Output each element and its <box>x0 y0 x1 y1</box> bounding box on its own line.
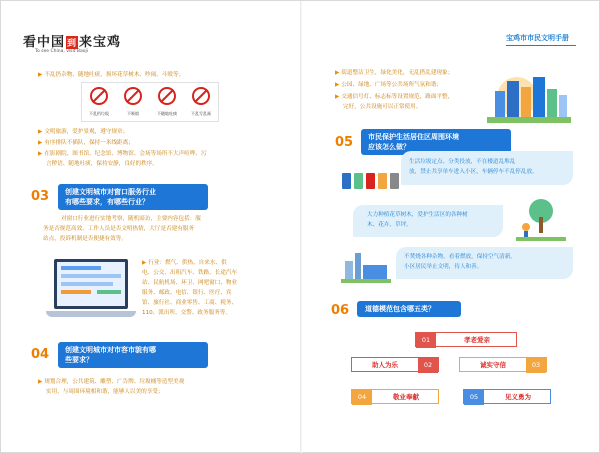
right-top-item: ▶ 街道整洁卫生，绿化美化，无乱搭乱建现象； <box>335 70 454 76</box>
logo-red-mark: 到 <box>66 36 78 49</box>
rule-item: ▶ 文明旅游，爱护景观，遵守规章； <box>38 129 129 135</box>
factory-illustration <box>341 247 391 283</box>
recycling-bins-illustration <box>342 149 400 189</box>
no-graffiti-icon <box>192 87 210 105</box>
s03-body: 务是否规范高效，工作人员是否文明热情，大厅是否建有服务 <box>43 226 195 232</box>
intro-line: ▶ 不乱扔杂物、随地吐痰，损坏花草树木、吵闹、斗殴等； <box>38 72 185 78</box>
info-box-waste: 生活垃圾定点、分类投放，不在楼道乱堆乱 放，禁止共享单车进入小区，车辆停车不乱停乱放。 <box>401 151 573 185</box>
moral-category: 助人为乐 02 <box>351 357 439 372</box>
rule-item-cont: 言秽语、随地吐痰，保持安静，良好的秩序。 <box>46 161 158 167</box>
bullet-icon: ▶ <box>38 72 43 78</box>
prohibition-signs <box>81 82 219 122</box>
rule-item: ▶ 在影剧院、图书馆、纪念馆、博物馆、会场等场所不大声喧哗、污 <box>38 151 207 157</box>
moral-category: 05 见义勇为 <box>463 389 551 404</box>
moral-category: 诚实守信 03 <box>459 357 547 372</box>
section-title-03: 创建文明城市对窗口服务行业 有哪些要求，有哪些行业？ <box>58 184 208 210</box>
industry-list: 服务、邮政、电信、银行、医疗、宾 <box>142 290 232 296</box>
logo-subtitle: To see China, visit Baoji <box>35 49 88 54</box>
s03-body: 对窗口行业进行实地考察，随机暗访，主要内容包括：服 <box>61 216 201 222</box>
no-litter-icon <box>90 87 108 105</box>
moral-category: 01 孝老爱亲 <box>415 332 517 347</box>
rule-item: ▶ 有序排队不插队，保持一米线距离； <box>38 140 134 146</box>
industry-list: 馆、旅行社、商业零售、工商、税务、 <box>142 300 238 306</box>
no-spitting-icon <box>158 87 176 105</box>
sign-label: 不乱扔垃圾 <box>89 111 109 116</box>
city-logo <box>23 31 143 67</box>
industry-list: ▶ 行业：燃气、供热、自来水、供 <box>142 260 227 266</box>
no-smoking-icon <box>124 87 142 105</box>
s04-body: ▶ 规划合理，公共建筑、雕塑、广告牌、垃圾桶等造型美观 <box>38 379 185 385</box>
section-number-04: 04 <box>31 347 50 362</box>
right-top-item: ▶ 公园、绿地、广场等公共场所气氛和谐； <box>335 82 443 88</box>
right-top-item: ▶ 交通信号灯、标志标等设置规范，路面平整， <box>335 94 454 100</box>
section-number-03: 03 <box>31 189 50 204</box>
section-title-04: 创建文明城市对市容市貌有哪 些要求？ <box>58 342 208 368</box>
handbook-title: 宝鸡市市民文明手册 <box>506 34 569 42</box>
logo-wordmark: 看中国 到 来宝鸡 <box>23 35 122 50</box>
s04-body: 实用，与周围环境相和谐，能够人以美的享受； <box>46 389 164 395</box>
section-title-06: 道德模范包含哪五类？ <box>357 301 461 317</box>
industry-list: 110、派出所、交警、政务服务等。 <box>142 310 231 316</box>
right-top-item-cont: 完好，公共设施可以正常使用。 <box>343 104 422 110</box>
info-box-air: 不焚烧各种杂物，看着燃放，保持空气清新。 小区居民举止文明，待人和善。 <box>396 247 573 279</box>
sign-label: 不乱写乱画 <box>191 111 211 116</box>
industry-list: 站、民航机场、环卫、网吧窗口、物业 <box>142 280 238 286</box>
info-box-greenery: 大力种植花草树木，爱护生活区的各种树 木、花卉、草坪。 <box>353 205 503 237</box>
section-number-05: 05 <box>335 135 354 150</box>
tree-planting-illustration <box>516 197 566 241</box>
section-number-06: 06 <box>331 303 350 318</box>
sign-label: 不吸烟 <box>127 111 139 116</box>
moral-category: 04 敬业奉献 <box>351 389 439 404</box>
sign-label: 不随地吐痰 <box>157 111 177 116</box>
s03-body: 站点，投诉机制是否便捷有效等。 <box>43 236 127 242</box>
city-skyline-illustration <box>487 69 571 123</box>
section-title-05: 市民保护生活居住区周围环境 应该怎么做？ <box>361 129 511 155</box>
header-divider <box>506 45 576 46</box>
laptop-illustration <box>46 256 136 321</box>
industry-list: 电、公交、出租汽车、铁路、长途汽车 <box>142 270 238 276</box>
page-fold <box>300 1 302 453</box>
